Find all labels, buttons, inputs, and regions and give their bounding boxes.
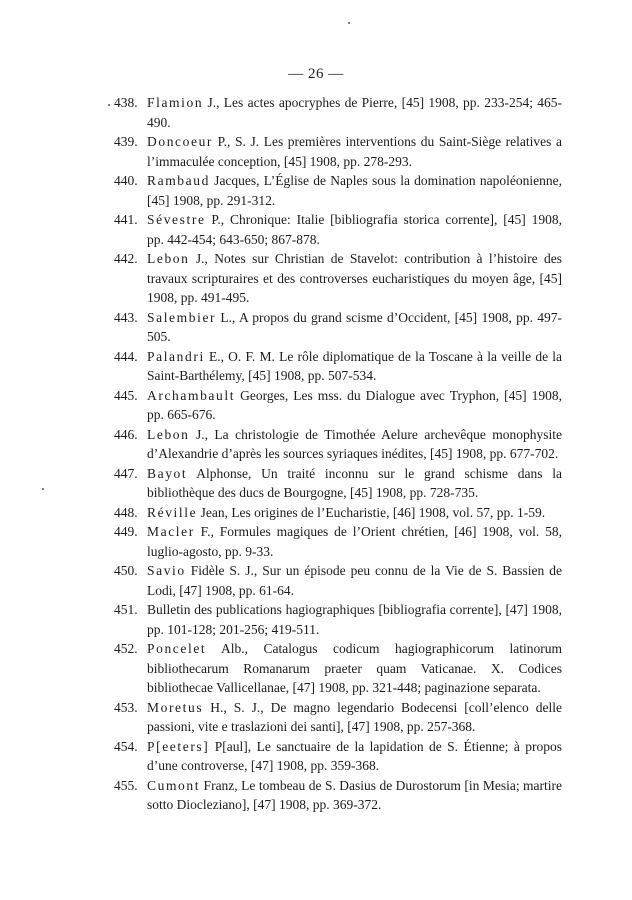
entry-text: Fidèle S. J., Sur un épisode peu connu de la Vie de S. Bassien de Lodi, [47] 1908, pp. 61-64. [147, 563, 562, 598]
bibliography-entry [114, 561, 562, 600]
entry-text: Jacques, L’Église de Naples sous la domination napoléonienne, [45] 1908, pp. 291-312. [147, 173, 562, 208]
bibliography-entry [114, 132, 562, 171]
entry-number: 442. [114, 251, 138, 266]
entry-text: Bulletin des publications hagiographiques [bibliografia corrente], [47] 1908, pp. 101-128; 201-256; 419-511. [147, 602, 562, 637]
entry-author: Poncelet [147, 641, 207, 656]
entry-author: P[eeters] [147, 738, 210, 754]
stray-mark [42, 488, 44, 490]
entry-author: Réville [147, 504, 198, 520]
entry-author: Bayot [147, 465, 188, 481]
entry-number: 450. [114, 563, 138, 578]
entry-text: Franz, Le tombeau de S. Dasius de Durostorum [in Mesia; martire sotto Diocleziano], [47] 1908, pp. 369-372. [147, 777, 562, 812]
bibliography-entry [114, 425, 562, 464]
entry-number: 444. [114, 348, 138, 364]
entry-number: 440. [114, 173, 138, 188]
bibliography-entry [114, 171, 562, 210]
bibliography-entry [114, 776, 562, 815]
entry-author: Archambault [147, 387, 236, 403]
entry-text: Alb., Catalogus codicum hagiographicorum latinorum bibliothecarum Romanarum praeter quam Vaticanae. X. Codices bibliothecae Vallicellanae, [47] 1908, pp. 321-448; paginazione separata. [147, 641, 562, 695]
entry-number: 448. [114, 504, 138, 520]
entry-text: P., S. J. Les premières interventions du Saint-Siège relatives a l’immaculée conception, [45] 1908, pp. 278-293. [147, 134, 562, 169]
entry-author: Savio [147, 563, 186, 578]
entry-number: 454. [114, 738, 138, 754]
entry-author: Salembier [147, 309, 217, 325]
bibliography-entry [114, 600, 562, 639]
entry-author: Lebon [147, 426, 190, 442]
entry-number: 452. [114, 641, 138, 656]
bibliography-entry [114, 386, 562, 425]
entry-text: E., O. F. M. Le rôle diplomatique de la Toscane à la veille de la Saint-Barthélemy, [45] 1908, pp. 507-534. [147, 348, 562, 383]
entry-author: Doncoeur [147, 134, 214, 149]
stray-mark [108, 104, 110, 106]
bibliography-entry [114, 347, 562, 386]
stray-mark [348, 22, 350, 24]
entry-author: Lebon [147, 251, 190, 266]
bibliography-entry [114, 464, 562, 503]
entry-text: Jean, Les origines de l’Eucharistie, [46] 1908, vol. 57, pp. 1-59. [197, 504, 546, 520]
bibliography-entry [114, 308, 562, 347]
entry-author: Rambaud [147, 173, 210, 188]
entry-number: 443. [114, 309, 138, 325]
page-number: — 26 — [288, 66, 344, 82]
entry-author: Moretus [147, 699, 204, 715]
entry-text: J., Les actes apocryphes de Pierre, [45] 1908, pp. 233-254; 465-490. [147, 95, 562, 130]
bibliography-entry [114, 698, 562, 737]
entry-author: Flamion [147, 95, 204, 110]
entry-number: 441. [114, 212, 138, 227]
entry-text: P., Chronique: Italie [bibliografia storica corrente], [45] 1908, pp. 442-454; 643-650; 867-878. [147, 212, 562, 247]
bibliography-entry [114, 503, 562, 523]
entry-number: 446. [114, 426, 138, 442]
entry-author: Sévestre [147, 212, 206, 227]
entry-text: Georges, Les mss. du Dialogue avec Tryphon, [45] 1908, pp. 665-676. [147, 387, 562, 422]
entry-text: J., Notes sur Christian de Stavelot: contribution à l’histoire des travaux scripturaires et des controverses eucharistiques du moyen âge, [45] 1908, pp. 491-495. [147, 251, 562, 305]
entry-text: J., La christologie de Timothée Aelure archevêque monophysite d’Alexandrie d’après les sources syriaques inédites, [45] 1908, pp. 677-702. [147, 426, 562, 461]
bibliography-entry [114, 210, 562, 249]
bibliography-entry [114, 249, 562, 308]
entry-number: 453. [114, 699, 138, 715]
entry-text: L., A propos du grand scisme d’Occident, [45] 1908, pp. 497-505. [147, 309, 562, 344]
entry-author: Macler [147, 524, 195, 539]
bibliography-entry [114, 639, 562, 698]
entry-text: F., Formules magiques de l’Orient chrétien, [46] 1908, vol. 58, luglio-agosto, pp. 9-33. [147, 524, 562, 559]
entry-number: 449. [114, 524, 138, 539]
entry-author: Cumont [147, 777, 201, 793]
entry-text: H., S. J., De magno legendario Bodecensi [coll’elenco delle passioni, vite e traslazioni dei santi], [47] 1908, pp. 257-368. [147, 699, 562, 734]
bibliography-entry [114, 93, 562, 132]
entry-number: 447. [114, 465, 138, 481]
entry-number: 445. [114, 387, 138, 403]
entry-number: 438. [114, 95, 138, 110]
bibliography-list [114, 93, 562, 815]
entry-number: 439. [114, 134, 138, 149]
entry-number: 451. [114, 602, 138, 617]
entry-text: Alphonse, Un traité inconnu sur le grand schisme dans la bibliothèque des ducs de Bourgogne, [45] 1908, pp. 728-735. [147, 465, 562, 500]
entry-number: 455. [114, 777, 138, 793]
entry-author: Palandri [147, 348, 205, 364]
bibliography-entry [114, 522, 562, 561]
entry-text: P[aul], Le sanctuaire de la lapidation de S. Étienne; à propos d’une controverse, [47] 1908, pp. 359-368. [147, 738, 562, 773]
bibliography-entry [114, 737, 562, 776]
